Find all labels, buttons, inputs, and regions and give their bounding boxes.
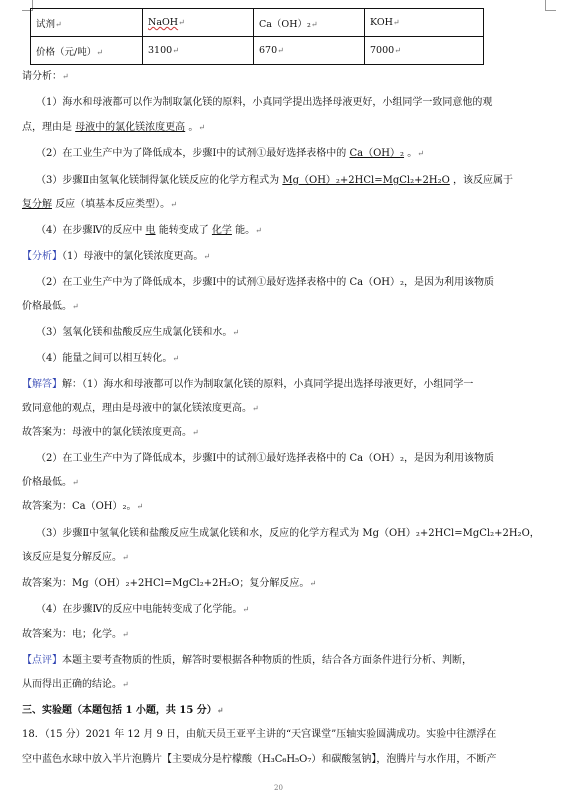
question-4: （4）在步骤Ⅳ的反应中 电 能转变成了 化学 能。↵ xyxy=(36,225,262,236)
question-3-line-2: 复分解 反应（填基本反应类型）。↵ xyxy=(22,199,177,210)
solution-label: 【解答】 xyxy=(22,379,62,390)
comment-label: 【点评】 xyxy=(22,655,62,666)
solution-section: 【解答】解：（1）海水和母液都可以作为制取氯化镁的原料，小真同学提出选择母液更好，小组同学一 xyxy=(22,379,474,390)
table-cell: 670↵ xyxy=(254,37,365,65)
crop-mark-top-right xyxy=(545,0,556,11)
analysis-line: （4）能量之间可以相互转化。↵ xyxy=(36,353,180,364)
answer-blank: 母液中的氯化镁浓度更高 xyxy=(75,122,186,133)
solution-answer: 故答案为：母液中的氯化镁浓度更高。↵ xyxy=(22,427,199,438)
question-1-line-2: 点，理由是 母液中的氯化镁浓度更高 。↵ xyxy=(22,122,206,133)
question-18-line-1: 18．（15 分）2021 年 12 月 9 日，由航天员王亚平主讲的“天宫课堂”压轴实验圆满成功。实验中往漂浮在 xyxy=(22,729,497,740)
table-cell: NaOH↵ xyxy=(143,9,254,37)
analysis-prompt: 请分析：↵ xyxy=(22,71,69,82)
answer-blank: Mg（OH）₂+2HCl=MgCl₂+2H₂O xyxy=(282,175,450,186)
solution-answer: 故答案为：电；化学。↵ xyxy=(22,629,129,640)
question-3-line-1: （3）步骤Ⅱ由氢氧化镁制得氯化镁反应的化学方程式为 Mg（OH）₂+2HCl=MgCl₂+2H₂O ，该反应属于 xyxy=(36,175,513,186)
solution-answer: 故答案为：Mg（OH）₂+2HCl=MgCl₂+2H₂O；复分解反应。↵ xyxy=(22,578,317,589)
table-row xyxy=(31,37,484,65)
solution-line: （4）在步骤Ⅳ的反应中电能转变成了化学能。↵ xyxy=(36,604,250,615)
solution-line: （3）步骤Ⅱ中氢氧化镁和盐酸反应生成氯化镁和水，反应的化学方程式为 Mg（OH）₂+2HCl=MgCl₂+2H₂O， xyxy=(36,528,540,539)
question-1-line-1: （1）海水和母液都可以作为制取氯化镁的原料，小真同学提出选择母液更好，小组同学一致同意他的观 xyxy=(36,97,493,108)
table-cell: 试剂↵ xyxy=(31,9,143,37)
table-cell: KOH↵ xyxy=(365,9,484,37)
table-cell: 3100↵ xyxy=(143,37,254,65)
section-heading: 三、实验题（本题包括 1 小题，共 15 分）↵ xyxy=(22,705,224,716)
analysis-line: 价格最低。↵ xyxy=(22,301,79,312)
analysis-line: （2）在工业生产中为了降低成本，步骤Ⅰ中的试剂①最好选择表格中的 Ca（OH）₂，是因为利用该物质 xyxy=(36,277,495,288)
table-row xyxy=(31,9,484,37)
comment-section: 【点评】本题主要考查物质的性质，解答时要根据各种物质的性质，结合各方面条件进行分析、判断， xyxy=(22,655,472,666)
answer-blank: 电 xyxy=(145,225,156,236)
table-cell: 价格（元/吨）↵ xyxy=(31,37,143,65)
solution-line: （2）在工业生产中为了降低成本，步骤Ⅰ中的试剂①最好选择表格中的 Ca（OH）₂，是因为利用该物质 xyxy=(36,453,495,464)
analysis-section: 【分析】（1）母液中的氯化镁浓度更高。↵ xyxy=(22,251,211,262)
table-cell: 7000↵ xyxy=(365,37,484,65)
answer-blank: 复分解 xyxy=(22,199,52,210)
solution-answer: 故答案为：Ca（OH）₂。↵ xyxy=(22,501,144,512)
answer-blank: Ca（OH）₂ xyxy=(349,148,405,159)
solution-line: 该反应是复分解反应。↵ xyxy=(22,552,129,563)
comment-line: 从而得出正确的结论。↵ xyxy=(22,679,129,690)
answer-blank: 化学 xyxy=(211,225,232,236)
solution-line: 价格最低。↵ xyxy=(22,477,79,488)
question-18-line-2: 空中蓝色水球中放入半片泡腾片【主要成分是柠檬酸（H₃C₆H₅O₇）和碳酸氢钠】，泡腾片与水作用，不断产 xyxy=(22,754,497,765)
page-number: 20 xyxy=(274,784,283,792)
solution-line: 致同意他的观点，理由是母液中的氯化镁浓度更高。↵ xyxy=(22,403,259,414)
analysis-line: （3）氢氧化镁和盐酸反应生成氯化镁和水。↵ xyxy=(36,327,240,338)
reagent-price-table xyxy=(30,8,484,65)
table-cell: Ca（OH）₂↵ xyxy=(254,9,365,37)
analysis-label: 【分析】 xyxy=(22,251,62,262)
question-2: （2）在工业生产中为了降低成本，步骤Ⅰ中的试剂①最好选择表格中的 Ca（OH）₂ 。↵ xyxy=(36,148,424,159)
